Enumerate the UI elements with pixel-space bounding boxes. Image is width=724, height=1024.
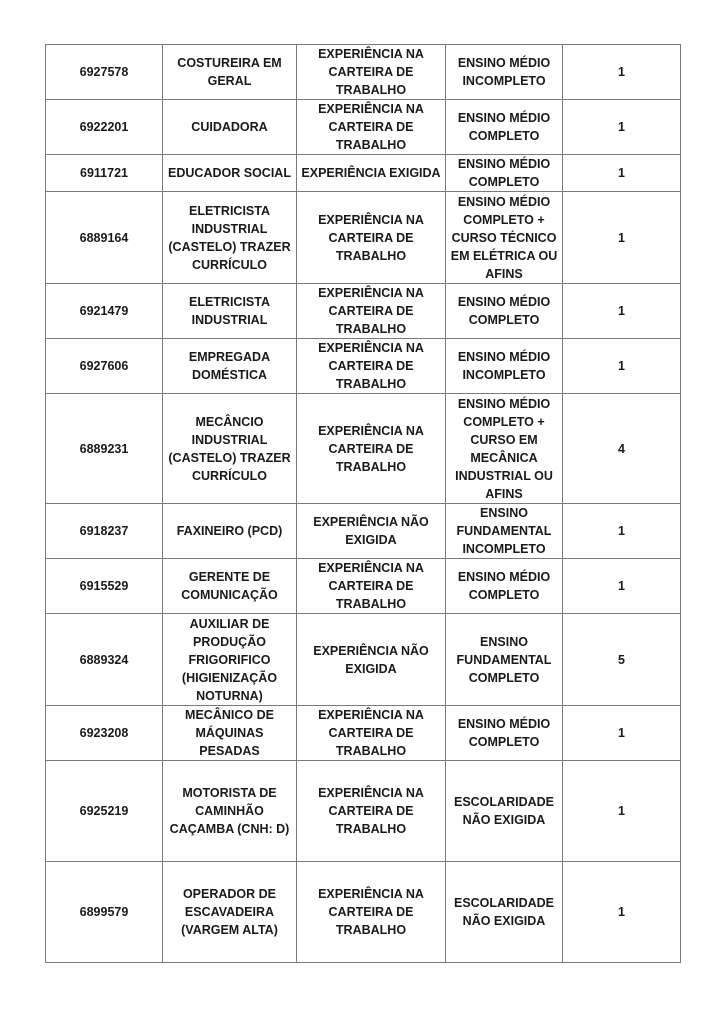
education-requirement: ENSINO MÉDIO INCOMPLETO [446,45,563,100]
experience-requirement: EXPERIÊNCIA NA CARTEIRA DE TRABALHO [297,706,446,761]
job-title: ELETRICISTA INDUSTRIAL [163,284,297,339]
experience-requirement: EXPERIÊNCIA NA CARTEIRA DE TRABALHO [297,192,446,284]
vacancy-count: 1 [563,761,681,862]
education-requirement: ENSINO FUNDAMENTAL COMPLETO [446,614,563,706]
job-title: MECÂNCIO INDUSTRIAL (CASTELO) TRAZER CURRÍCULO [163,394,297,504]
vacancy-count: 1 [563,339,681,394]
experience-requirement: EXPERIÊNCIA NÃO EXIGIDA [297,504,446,559]
job-title: GERENTE DE COMUNICAÇÃO [163,559,297,614]
table-row [46,45,681,100]
experience-requirement: EXPERIÊNCIA NA CARTEIRA DE TRABALHO [297,45,446,100]
job-title: CUIDADORA [163,100,297,155]
vacancy-count: 1 [563,862,681,963]
education-requirement: ENSINO MÉDIO COMPLETO [446,284,563,339]
table-row [46,761,681,862]
job-title: OPERADOR DE ESCAVADEIRA (VARGEM ALTA) [163,862,297,963]
experience-requirement: EXPERIÊNCIA NA CARTEIRA DE TRABALHO [297,284,446,339]
table-row [46,155,681,192]
vacancy-count: 1 [563,706,681,761]
vacancy-count: 5 [563,614,681,706]
job-code: 6899579 [46,862,163,963]
education-requirement: ENSINO MÉDIO COMPLETO [446,100,563,155]
experience-requirement: EXPERIÊNCIA NA CARTEIRA DE TRABALHO [297,761,446,862]
table-row [46,284,681,339]
experience-requirement: EXPERIÊNCIA NA CARTEIRA DE TRABALHO [297,100,446,155]
education-requirement: ESCOLARIDADE NÃO EXIGIDA [446,761,563,862]
vacancy-count: 1 [563,45,681,100]
job-title: MECÂNICO DE MÁQUINAS PESADAS [163,706,297,761]
job-code: 6889324 [46,614,163,706]
job-title: EDUCADOR SOCIAL [163,155,297,192]
vacancy-count: 1 [563,100,681,155]
table-row [46,706,681,761]
table-row [46,504,681,559]
job-code: 6889231 [46,394,163,504]
experience-requirement: EXPERIÊNCIA NA CARTEIRA DE TRABALHO [297,339,446,394]
education-requirement: ENSINO MÉDIO COMPLETO + CURSO EM MECÂNICA INDUSTRIAL OU AFINS [446,394,563,504]
education-requirement: ENSINO FUNDAMENTAL INCOMPLETO [446,504,563,559]
table-row [46,862,681,963]
vacancy-count: 1 [563,504,681,559]
job-code: 6922201 [46,100,163,155]
education-requirement: ENSINO MÉDIO COMPLETO + CURSO TÉCNICO EM ELÉTRICA OU AFINS [446,192,563,284]
job-vacancy-table [45,44,681,963]
job-code: 6923208 [46,706,163,761]
job-title: ELETRICISTA INDUSTRIAL (CASTELO) TRAZER CURRÍCULO [163,192,297,284]
education-requirement: ENSINO MÉDIO COMPLETO [446,559,563,614]
experience-requirement: EXPERIÊNCIA NA CARTEIRA DE TRABALHO [297,394,446,504]
table-row [46,394,681,504]
job-code: 6889164 [46,192,163,284]
table-row [46,100,681,155]
job-title: FAXINEIRO (PCD) [163,504,297,559]
job-title: COSTUREIRA EM GERAL [163,45,297,100]
experience-requirement: EXPERIÊNCIA NA CARTEIRA DE TRABALHO [297,862,446,963]
vacancy-count: 1 [563,192,681,284]
education-requirement: ENSINO MÉDIO COMPLETO [446,155,563,192]
job-code: 6925219 [46,761,163,862]
job-code: 6921479 [46,284,163,339]
experience-requirement: EXPERIÊNCIA EXIGIDA [297,155,446,192]
education-requirement: ESCOLARIDADE NÃO EXIGIDA [446,862,563,963]
vacancy-count: 1 [563,559,681,614]
job-code: 6927606 [46,339,163,394]
table-row [46,559,681,614]
job-code: 6918237 [46,504,163,559]
job-code: 6911721 [46,155,163,192]
job-title: MOTORISTA DE CAMINHÃO CAÇAMBA (CNH: D) [163,761,297,862]
table-row [46,339,681,394]
table-row [46,614,681,706]
table-row [46,192,681,284]
vacancy-count: 1 [563,284,681,339]
job-code: 6927578 [46,45,163,100]
vacancy-count: 4 [563,394,681,504]
job-title: EMPREGADA DOMÉSTICA [163,339,297,394]
job-code: 6915529 [46,559,163,614]
experience-requirement: EXPERIÊNCIA NA CARTEIRA DE TRABALHO [297,559,446,614]
education-requirement: ENSINO MÉDIO COMPLETO [446,706,563,761]
vacancy-count: 1 [563,155,681,192]
education-requirement: ENSINO MÉDIO INCOMPLETO [446,339,563,394]
job-title: AUXILIAR DE PRODUÇÃO FRIGORIFICO (HIGIENIZAÇÃO NOTURNA) [163,614,297,706]
experience-requirement: EXPERIÊNCIA NÃO EXIGIDA [297,614,446,706]
